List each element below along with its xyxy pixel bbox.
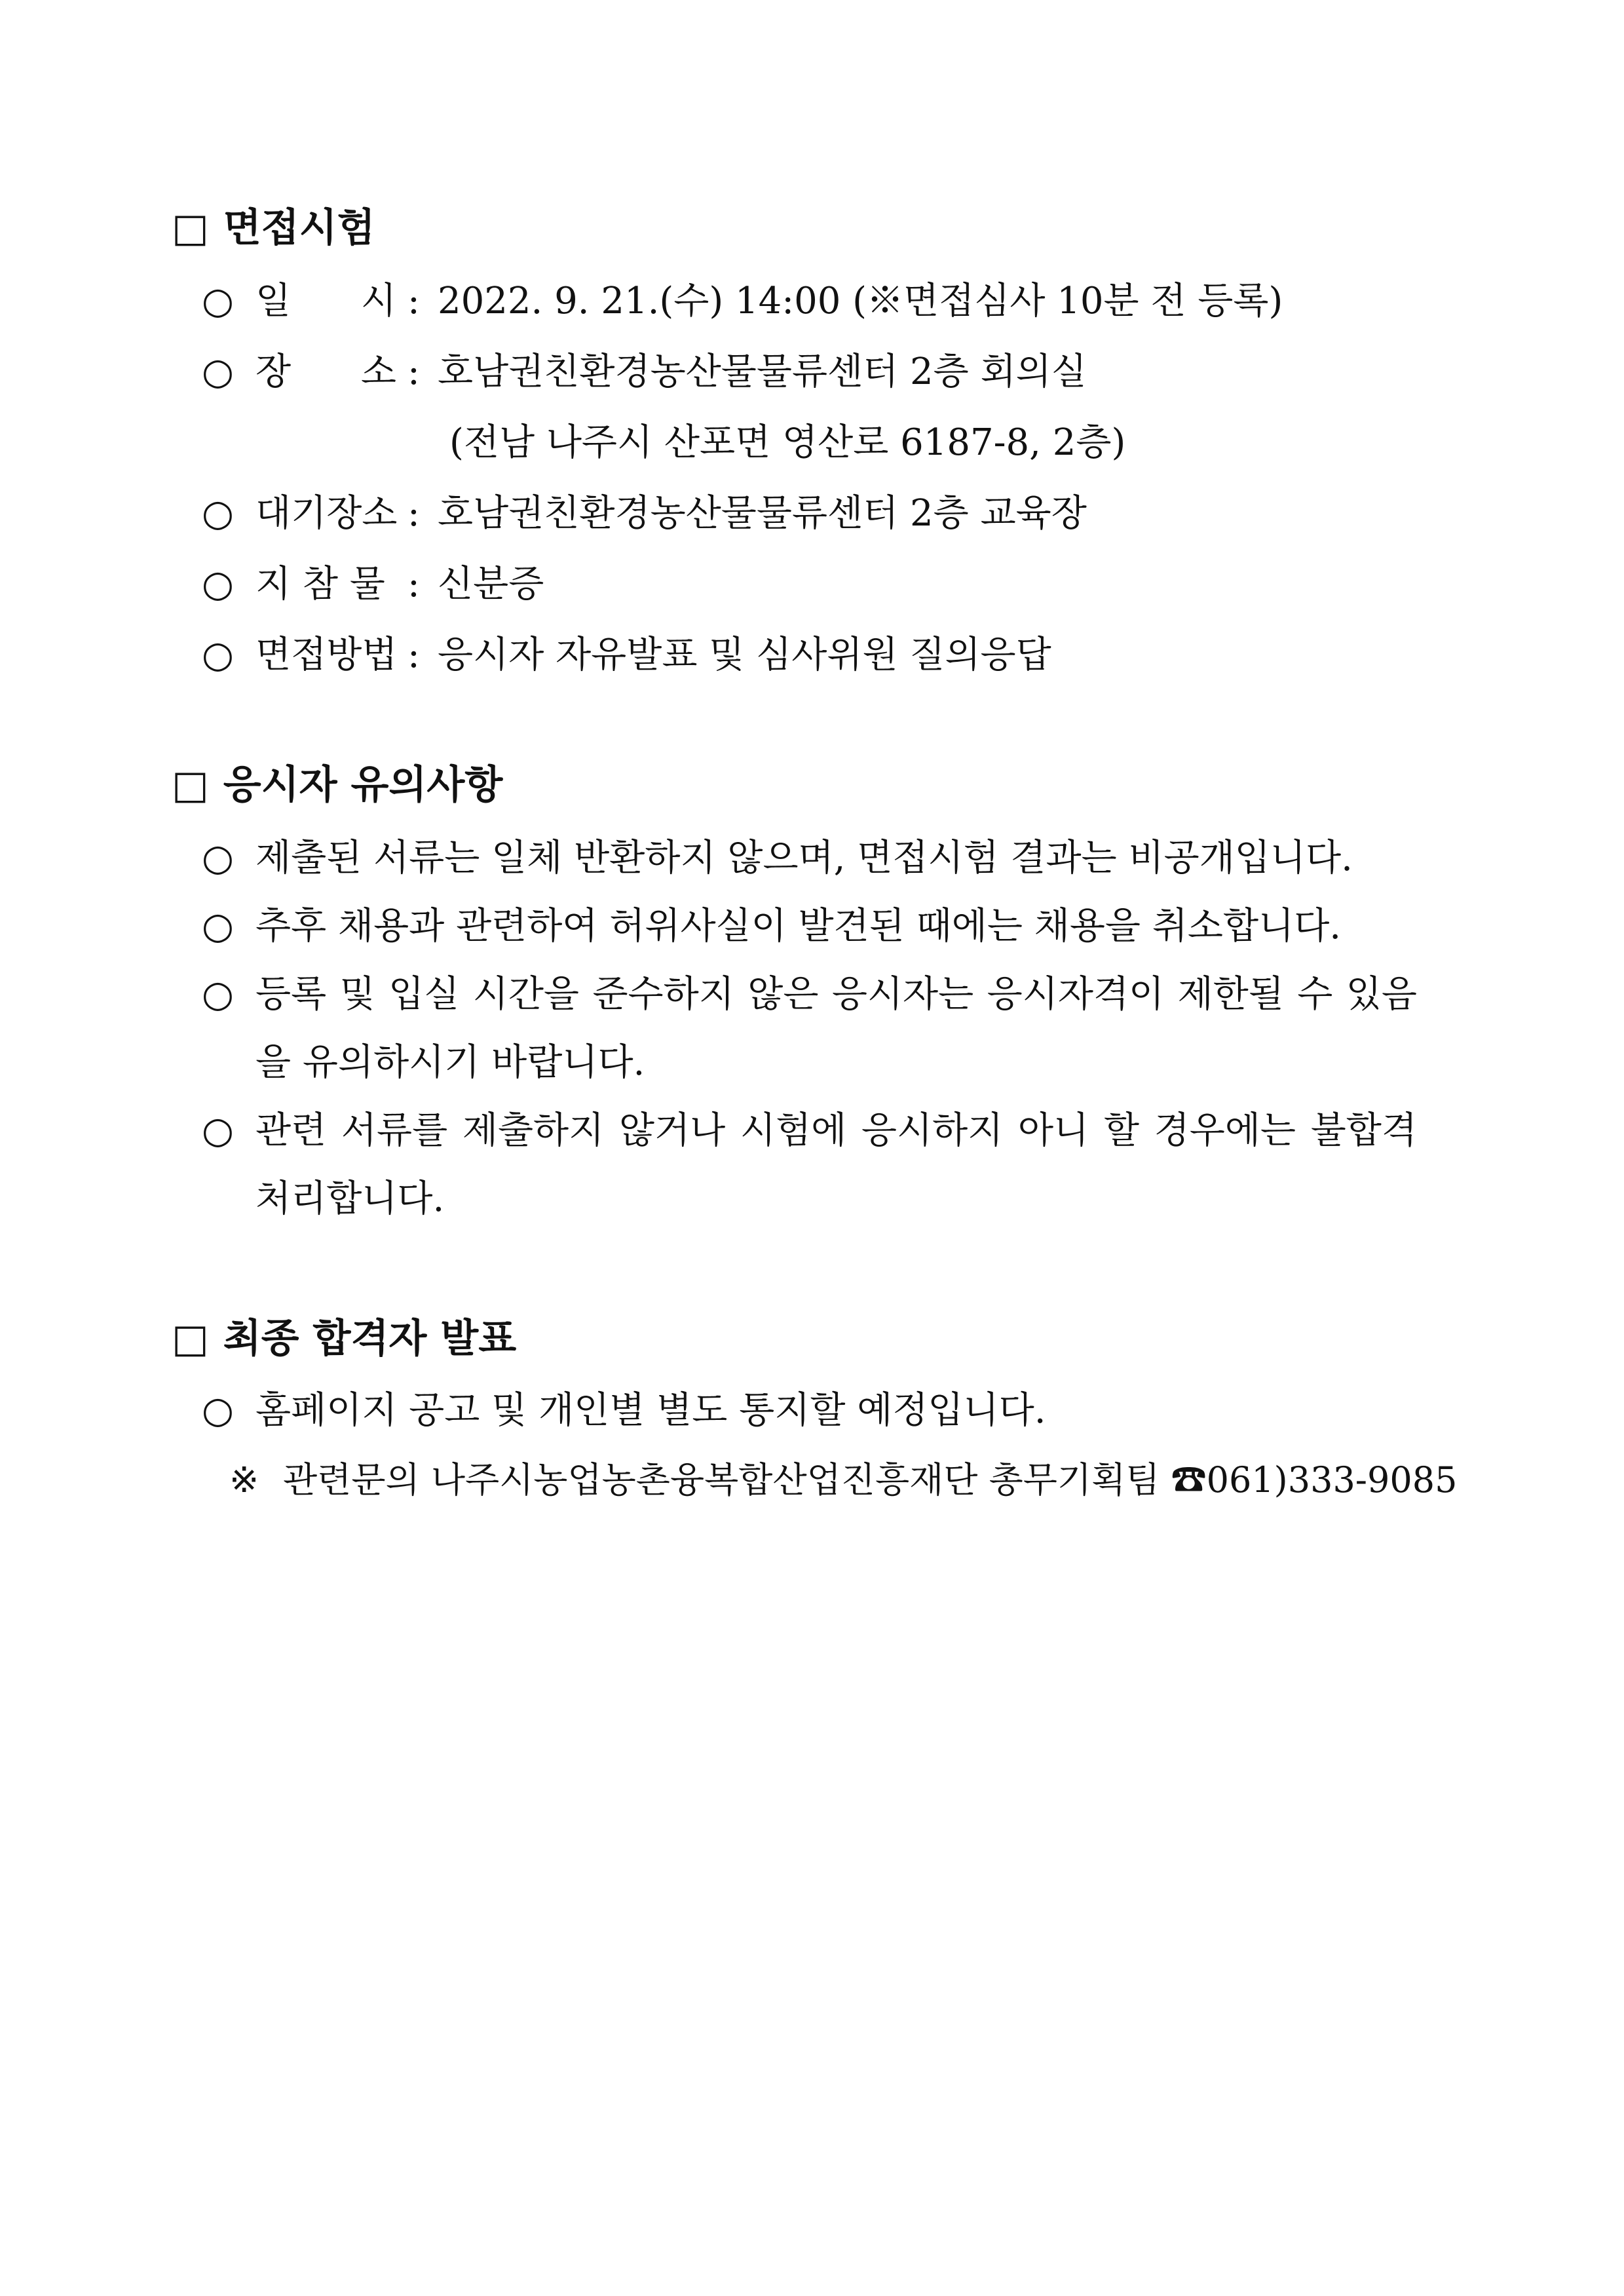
circle-icon: ○ xyxy=(202,351,234,393)
circle-icon: ○ xyxy=(202,973,234,1016)
final-heading-text: 최종 합격자 발표 xyxy=(223,1316,517,1362)
colon: : xyxy=(407,563,420,605)
notice-item-text: 관련 서류를 제출하지 않거나 시험에 응시하지 아니 할 경우에는 불합격 처리합니다. xyxy=(255,1109,1417,1220)
interview-row-waiting xyxy=(202,481,1087,546)
colon: : xyxy=(407,280,420,322)
notice-item xyxy=(202,824,1417,892)
final-item xyxy=(202,1378,1046,1444)
colon: : xyxy=(407,492,420,535)
row-value: 호남권친환경농산물물류센터 2층 회의실 xyxy=(438,351,1087,393)
circle-icon: ○ xyxy=(202,280,234,322)
row-label: 면접방법 xyxy=(255,634,398,676)
row-label: 대기장소 xyxy=(255,492,398,535)
box-icon: □ xyxy=(172,205,209,251)
circle-icon: ○ xyxy=(202,634,234,676)
interview-heading xyxy=(172,197,375,259)
circle-icon: ○ xyxy=(202,837,234,879)
row-label: 일 시 xyxy=(255,280,396,322)
row-value: 신분증 xyxy=(438,563,544,605)
box-icon: □ xyxy=(172,1316,209,1362)
colon: : xyxy=(407,351,420,393)
colon: : xyxy=(407,634,420,676)
circle-icon: ○ xyxy=(202,905,234,947)
interview-heading-text: 면접시험 xyxy=(223,205,375,251)
row-label: 지 참 물 xyxy=(255,563,385,605)
box-icon: □ xyxy=(172,762,209,808)
interview-row-place xyxy=(202,339,1087,405)
notice-item-text: 제출된 서류는 일체 반환하지 않으며, 면접시험 결과는 비공개입니다. xyxy=(255,837,1353,879)
final-item-text: 홈페이지 공고 및 개인별 별도 통지할 예정입니다. xyxy=(255,1389,1046,1432)
circle-icon: ○ xyxy=(202,563,234,605)
circle-icon: ○ xyxy=(202,492,234,535)
contact-text: 관련문의 나주시농업농촌융복합산업진흥재단 총무기획팀 ☎061)333-9085 xyxy=(283,1459,1458,1501)
circle-icon: ○ xyxy=(202,1389,234,1432)
notice-heading xyxy=(172,754,502,816)
notice-item xyxy=(202,892,1417,961)
interview-row-method xyxy=(202,622,1051,688)
notice-item-text: 추후 채용과 관련하여 허위사실이 발견된 때에는 채용을 취소합니다. xyxy=(255,905,1342,947)
row-value: 응시자 자유발표 및 심사위원 질의응답 xyxy=(438,634,1051,676)
notice-heading-text: 응시자 유의사항 xyxy=(223,762,503,808)
circle-icon: ○ xyxy=(202,1109,234,1152)
notice-item xyxy=(202,961,1417,1097)
row-label: 장 소 xyxy=(255,351,396,393)
row-value: 호남권친환경농산물물류센터 2층 교육장 xyxy=(438,492,1087,535)
reference-mark-icon: ※ xyxy=(229,1459,259,1501)
contact-line xyxy=(229,1447,1457,1513)
final-heading xyxy=(172,1307,516,1370)
notice-item xyxy=(202,1097,1417,1233)
interview-place-address: (전남 나주시 산포면 영산로 6187-8, 2층) xyxy=(449,421,1126,464)
interview-row-items xyxy=(202,552,544,617)
notice-item-text: 등록 및 입실 시간을 준수하지 않은 응시자는 응시자격이 제한될 수 있음을 유의하시기 바랍니다. xyxy=(255,973,1417,1084)
interview-row-datetime xyxy=(202,269,1283,334)
row-value: 2022. 9. 21.(수) 14:00 (※면접심사 10분 전 등록) xyxy=(438,280,1283,322)
